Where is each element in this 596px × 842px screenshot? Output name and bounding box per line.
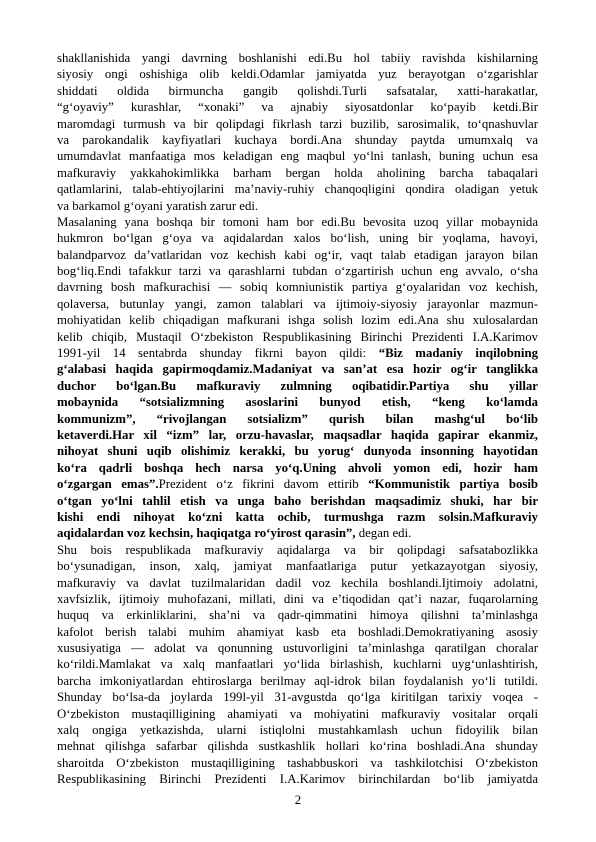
text-line (57, 66, 538, 82)
text-segment: huquq va erkinliklarini, sha’ni va qadr-qimmatini himoya qilishni ta’minlashga (57, 608, 538, 623)
text-segment: “g‘oyaviy” kurashlar, “xonaki” va ajnabiy siyosatdonlar ko‘payib ketdi.Bir (57, 100, 538, 115)
text-segment: balandparvoz da’vatlaridan voz kechish kabi og‘ir, vaqt talab etadigan jarayon bilan (57, 247, 538, 262)
text-line (57, 279, 538, 295)
text-line (57, 230, 538, 246)
text-segment: degan edi. (355, 526, 412, 541)
text-line (57, 755, 538, 771)
text-line (57, 624, 538, 640)
text-line (57, 640, 538, 656)
text-segment: shakllanishida yangi davrning boshlanishi edi.Bu hol tabiiy ravishda kishilarning (57, 51, 538, 65)
text-segment: bo‘ysunadigan, inson, xalq, jamiyat manfaatlariga putur yetkazayotgan siyosiy, (57, 559, 538, 574)
bold-text-segment: aqidalardan voz kechsin, haqiqatga ro‘yirost qarasin”, (57, 526, 356, 541)
text-segment: mehnat qilishga safarbar qilishda sustkashlik hollari ko‘rina boshladi.Ana shunday (57, 739, 538, 754)
text-segment: kelib chiqib, Mustaqil O‘zbekiston Respublikasining Birinchi Prezidenti I.A.Karimov (57, 329, 538, 344)
text-line (57, 312, 538, 328)
paragraph (57, 50, 538, 214)
text-line (57, 411, 538, 427)
paragraph (57, 214, 538, 542)
text-line (57, 214, 538, 230)
text-segment: xavfsizlik, ijtimoiy muhofazani, millati, dini va e’tiqodidan qat’i nazar, fuqarolarning (57, 591, 538, 606)
text-line (57, 689, 538, 705)
text-segment: va parokandalik kayfiyatlari kuchaya bordi.Ana shunday paytda umumxalq va (57, 132, 538, 147)
text-segment: bog‘liq.Endi tafakkur tarzi va qarashlarni tubdan o‘zgartirish uchun eng avvalo, o‘sha (57, 264, 538, 279)
text-line (57, 345, 538, 361)
bold-text-segment: “Kommunistik partiya bosib (368, 477, 538, 492)
text-line (57, 476, 538, 492)
text-line (57, 50, 538, 66)
text-segment: qolaversa, butunlay yangi, zamon talablari va ijtimoiy-siyosiy jarayonlar mazmun- (57, 296, 538, 311)
text-line (57, 99, 538, 115)
text-line (57, 198, 538, 214)
text-segment: qatlamlarini, talab-ehtiyojlarini ma’naviy-ruhiy chanqoqligini qondira oladigan yetuk (57, 182, 538, 197)
text-segment: sharoitda O‘zbekiston mustaqilligining tashabbuskori va tashkilotchisi O‘zbekiston (57, 755, 538, 770)
text-line (57, 247, 538, 263)
bold-text-segment: o‘zgargan emas”. (57, 477, 159, 492)
text-segment: Prezident o‘z fikrini davom ettirib (158, 477, 369, 492)
text-segment: hukmron bo‘lgan g‘oya va aqidalardan xalos bo‘lish, uning bir yoqlama, havoyi, (57, 231, 538, 246)
bold-text-segment: kommunizm”, “rivojlangan sotsializm” qurish bilan mashg‘ul bo‘lib (57, 411, 538, 426)
text-line (57, 361, 538, 377)
bold-text-segment: g‘alabasi haqida gapirmoqdamiz.Madaniyat va san’at esa hozir og‘ir tanglikka (57, 362, 538, 377)
text-line (57, 394, 538, 410)
document-body (57, 50, 538, 788)
bold-text-segment: ketaverdi.Har xil “izm” lar, orzu-havaslar, maqsadlar haqida gapirar ekanmiz, (57, 427, 538, 442)
text-line (57, 165, 538, 181)
text-segment: xususiyatiga — adolat va qonunning ustuvorligini ta’minlashga qaratilgan choralar (57, 641, 538, 656)
bold-text-segment: o‘tgan yo‘lni tahlil etish va unga baho berishdan maqsadimiz shuki, har bir (57, 493, 538, 508)
text-line (57, 263, 538, 279)
text-segment: maromdagi turmush va bir qolipdagi fikrlash tarzi buzilib, sarosimalik, to‘qnashuvlar (57, 116, 538, 131)
text-line (57, 706, 538, 722)
bold-text-segment: kishi endi nihoyat ko‘zni katta ochib, turmushga razm solsin.Mafkuraviy (57, 509, 538, 524)
text-segment: mafkuraviy va davlat tuzilmalaridan dadil voz kechila boshlandi.Ijtimoiy adolatni, (57, 575, 538, 590)
text-line (57, 575, 538, 591)
text-line (57, 591, 538, 607)
text-segment: ko‘rildi.Mamlakat va xalq manfaatlari yo‘lida birlashish, kuchlarni uyg‘unlashtirish, (57, 657, 538, 672)
text-segment: siyosiy ongi oshishiga olib keldi.Odamlar jamiyatda yuz berayotgan o‘zgarishlar (57, 67, 538, 82)
bold-text-segment: ko‘ra qadrli boshqa hech narsa yo‘q.Uning ahvoli yomon edi, hozir ham (57, 460, 538, 475)
text-segment: 1991-yil 14 sentabrda shunday fikrni bayon qildi: (57, 346, 379, 361)
bold-text-segment: “Biz madaniy inqilobning (378, 346, 538, 361)
text-line (57, 509, 538, 525)
text-line (57, 525, 538, 541)
page-number: 2 (294, 793, 302, 807)
text-line (57, 148, 538, 164)
text-segment: Masalaning yana boshqa bir tomoni ham bor edi.Bu bevosita uzoq yillar mobaynida (57, 214, 538, 229)
bold-text-segment: duchor bo‘lgan.Bu mafkuraviy zulmning oqibatidir.Partiya shu yillar (57, 378, 538, 393)
text-line (57, 116, 538, 132)
text-line (57, 296, 538, 312)
text-segment: O‘zbekiston mustaqilligining ahamiyati va mohiyatini mafkuraviy vositalar orqali (57, 706, 538, 721)
text-line (57, 329, 538, 345)
text-line (57, 558, 538, 574)
text-segment: umumdavlat manfaatiga mos keladigan eng maqbul yo‘lni tanlash, buning uchun esa (57, 149, 538, 164)
text-line (57, 771, 538, 787)
text-segment: davrning bosh mafkurachisi — sobiq komniunistik partiya g‘oyalaridan voz kechish, (57, 280, 538, 295)
text-segment: mafkuraviy yakkahokimlikka barham bergan holda aholining barcha tabaqalari (57, 165, 538, 180)
text-line (57, 656, 538, 672)
text-line (57, 83, 538, 99)
text-line (57, 427, 538, 443)
text-line (57, 607, 538, 623)
text-segment: Respublikasining Birinchi Prezidenti I.A.Karimov birinchilardan bo‘lib jamiyatda (57, 772, 538, 787)
text-segment: Shunday bo‘lsa-da joylarda 199l-yil 31-avgustda qo‘lga kiritilgan tarixiy voqea - (57, 690, 538, 705)
text-line (57, 493, 538, 509)
text-line (57, 460, 538, 476)
text-segment: barcha imkoniyatlardan ehtiroslarga berilmay aql-idrok bilan foydalanish yo‘li tutildi. (57, 673, 538, 688)
paragraph (57, 542, 538, 690)
text-line (57, 443, 538, 459)
text-line (57, 722, 538, 738)
bold-text-segment: nihoyat shuni uqib olishimiz kerakki, bu yorug‘ dunyoda insonning hayotidan (57, 444, 538, 459)
text-segment: va barkamol g‘oyani yaratish zarur edi. (57, 198, 259, 213)
text-line (57, 181, 538, 197)
text-segment: shiddati oldida birmuncha gangib qolishdi.Turli safsatalar, xatti-harakatlar, (57, 83, 538, 98)
text-line (57, 542, 538, 558)
text-line (57, 132, 538, 148)
text-segment: xalq ongiga yetkazishda, ularni istiqlolni mustahkamlash uchun fidoyilik bilan (57, 723, 538, 738)
text-line (57, 673, 538, 689)
bold-text-segment: mobaynida “sotsializmning asoslarini bunyod etish, “keng ko‘lamda (57, 395, 538, 410)
paragraph (57, 689, 538, 787)
text-segment: mohiyatidan kelib chiqadigan mafkurani ishga solish lozim edi.Ana shu xulosalardan (57, 313, 538, 328)
text-segment: kafolot berish talabi muhim ahamiyat kasb eta boshladi.Demokratiyaning asosiy (57, 624, 538, 639)
text-line (57, 378, 538, 394)
text-line (57, 738, 538, 754)
text-segment: Shu bois respublikada mafkuraviy aqidalarga va bir qolipdagi safsatabozlikka (57, 542, 538, 557)
